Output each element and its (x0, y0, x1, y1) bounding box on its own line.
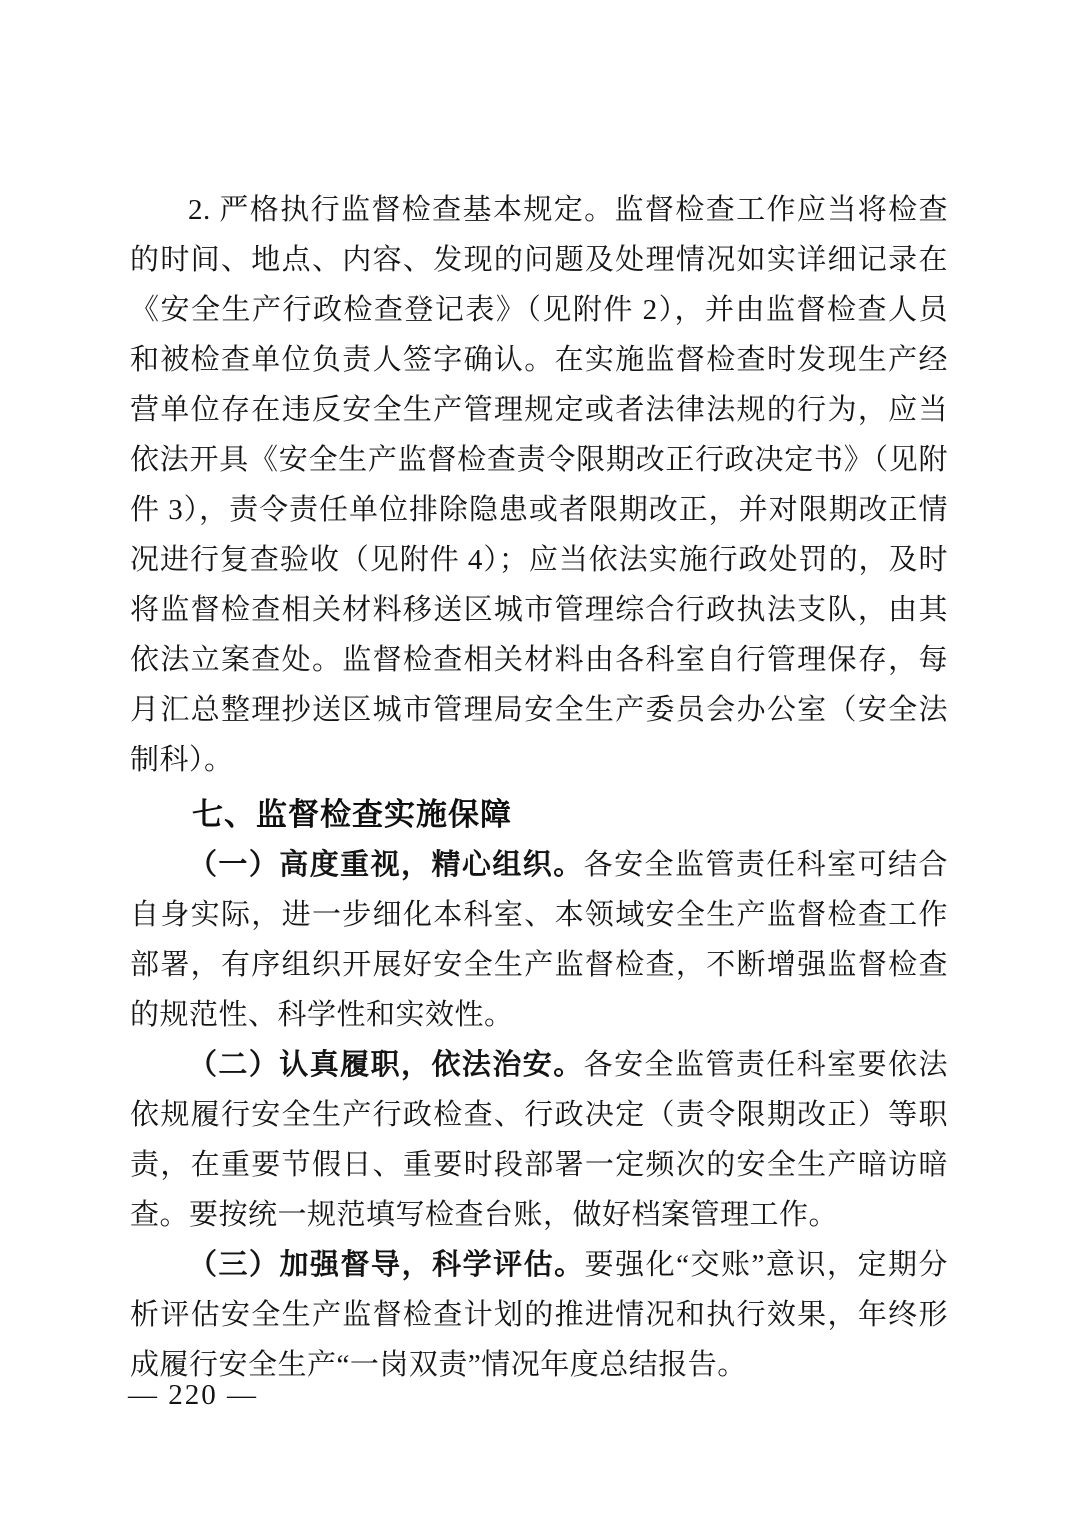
paragraph-subsection-2 (130, 1040, 948, 1240)
paragraph-subsection-1 (130, 840, 948, 1040)
paragraph-supervision-basic-rules: 2. 严格执行监督检查基本规定。监督检查工作应当将检查的时间、地点、内容、发现的问题及处理情况如实详细记录在《安全生产行政检查登记表》（见附件 2），并由监督检查人员和被检查单位负责人签字确认。在实施监督检查时发现生产经营单位存在违反安全生产管理规定或者法律法规的行为，应当依法开具《安全生产监督检查责令限期改正行政决定书》（见附件 3），责令责任单位排除隐患或者限期改正，并对限期改正情况进行复查验收（见附件 4）；应当依法实施行政处罚的，及时将监督检查相关材料移送区城市管理综合行政执法支队，由其依法立案查处。监督检查相关材料由各科室自行管理保存，每月汇总整理抄送区城市管理局安全生产委员会办公室（安全法制科）。 (130, 194, 948, 776)
page-number: — 220 — (128, 1379, 258, 1411)
subsection-2-text: 各安全监管责任科室要依法依规履行安全生产行政检查、行政决定（责令限期改正）等职责，在重要节假日、重要时段部署一定频次的安全生产暗访暗查。要按统一规范填写检查台账，做好档案管理工作。 (130, 1049, 948, 1231)
subsection-2-lead: （二）认真履职，依法治安。 (188, 1049, 584, 1081)
section-heading-seven: 七、监督检查实施保障 (192, 797, 512, 832)
document-content (130, 185, 948, 1390)
subsection-3-lead: （三）加强督导，科学评估。 (188, 1249, 585, 1281)
subsection-1-lead: （一）高度重视，精心组织。 (188, 849, 584, 881)
subsection-3-text: 要强化“交账”意识，定期分析评估安全生产监督检查计划的推进情况和执行效果，年终形成履行安全生产“一岗双责”情况年度总结报告。 (130, 1249, 948, 1381)
subsection-1-text: 各安全监管责任科室可结合自身实际，进一步细化本科室、本领域安全生产监督检查工作部署，有序组织开展好安全生产监督检查，不断增强监督检查的规范性、科学性和实效性。 (130, 849, 948, 1031)
paragraph-subsection-3 (130, 1240, 948, 1390)
